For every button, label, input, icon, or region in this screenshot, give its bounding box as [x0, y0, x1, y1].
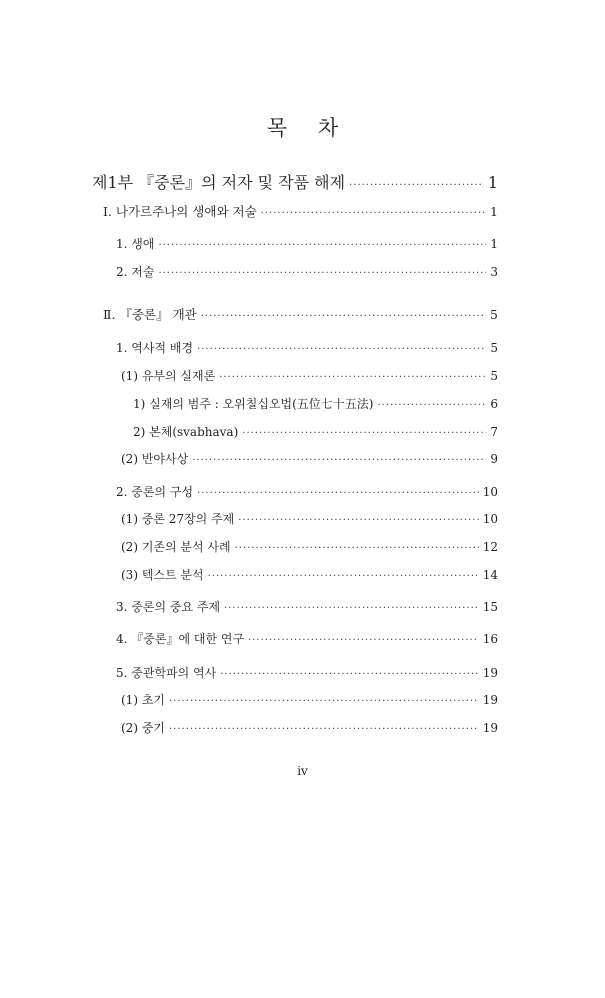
- toc-leader-dots: [220, 669, 478, 680]
- toc-entry-page: 16: [482, 632, 498, 646]
- toc-entry-page: 10: [482, 485, 498, 499]
- toc-entry-page: 9: [490, 452, 498, 466]
- toc-leader-dots: [248, 635, 479, 646]
- toc-leader-dots: [158, 268, 486, 279]
- toc-entry-label: (3) 텍스트 분석: [121, 568, 204, 582]
- toc-entry-page: 5: [490, 307, 498, 322]
- toc-entry-page: 19: [482, 721, 498, 735]
- toc-entry-label: (1) 유부의 실재론: [121, 369, 216, 383]
- page-title: 목 차: [266, 116, 351, 140]
- toc-entry-chapter[interactable]: [116, 263, 498, 280]
- toc-leader-dots: [208, 571, 479, 582]
- toc-leader-dots: [169, 696, 479, 707]
- toc-entry-page: 6: [490, 397, 498, 411]
- toc-entry-subsection[interactable]: [121, 450, 498, 467]
- toc-entry-subsection[interactable]: [121, 538, 498, 555]
- toc-entry-page: 3: [490, 265, 498, 279]
- toc-entry-item[interactable]: [133, 395, 498, 412]
- toc-entry-label: (1) 중론 27장의 주제: [121, 512, 235, 526]
- toc-entry-page: 12: [482, 540, 498, 554]
- toc-entry-label: 1. 생애: [116, 237, 155, 251]
- toc-entry-page: 5: [490, 369, 498, 383]
- toc-entry-subsection[interactable]: [121, 367, 498, 384]
- toc-entry-item[interactable]: [133, 423, 498, 440]
- toc-entry-subsection[interactable]: [121, 510, 498, 527]
- toc-entry-label: 제1부 『중론』의 저자 및 작품 해제: [92, 173, 346, 192]
- toc-entry-section-2[interactable]: [103, 305, 498, 323]
- toc-leader-dots: [197, 488, 479, 499]
- toc-leader-dots: [201, 311, 486, 322]
- toc-entry-chapter[interactable]: [116, 630, 498, 647]
- toc-entry-page: 19: [482, 666, 498, 680]
- toc-entry-label: 1) 실재의 범주 : 오위칠십오법(五位七十五法): [133, 397, 374, 411]
- toc-leader-dots: [219, 372, 486, 383]
- toc-leader-dots: [192, 455, 486, 466]
- toc-leader-dots: [238, 515, 478, 526]
- toc-leader-dots: [197, 344, 486, 355]
- toc-entry-label: 4. 『중론』에 대한 연구: [116, 632, 245, 646]
- toc-entry-label: Ⅱ. 『중론』 개관: [103, 307, 197, 322]
- toc-entry-subsection[interactable]: [121, 719, 498, 736]
- toc-entry-subsection[interactable]: [121, 566, 498, 583]
- toc-entry-label: 2. 중론의 구성: [116, 485, 194, 499]
- toc-entry-page: 10: [482, 512, 498, 526]
- toc-entry-label: 1. 역사적 배경: [116, 341, 194, 355]
- toc-entry-label: 5. 중관학파의 역사: [116, 666, 217, 680]
- toc-entry-page: 15: [482, 600, 498, 614]
- toc-entry-page: 1: [487, 173, 498, 192]
- toc-leader-dots: [378, 400, 487, 411]
- toc-entry-label: (2) 반야사상: [121, 452, 189, 466]
- toc-entry-chapter[interactable]: [116, 235, 498, 252]
- toc-entry-page: 19: [482, 693, 498, 707]
- toc-entry-page: 14: [482, 568, 498, 582]
- toc-entry-label: (2) 중기: [121, 721, 165, 735]
- toc-entry-chapter[interactable]: [116, 664, 498, 681]
- toc-entry-chapter[interactable]: [116, 483, 498, 500]
- toc-entry-chapter[interactable]: [116, 598, 498, 615]
- toc-entry-page: 1: [490, 237, 498, 251]
- toc-leader-dots: [158, 240, 486, 251]
- page-number: iv: [297, 764, 308, 778]
- toc-entry-label: 2. 저술: [116, 265, 155, 279]
- toc-entry-page: 5: [490, 341, 498, 355]
- toc-entry-label: 3. 중론의 중요 주제: [116, 600, 221, 614]
- toc-leader-dots: [224, 603, 479, 614]
- toc-leader-dots: [242, 428, 486, 439]
- toc-entry-chapter[interactable]: [116, 339, 498, 356]
- toc-leader-dots: [169, 724, 479, 735]
- toc-entry-page: 7: [490, 425, 498, 439]
- toc-entry-label: 2) 본체(svabhava): [133, 425, 239, 439]
- toc-entry-label: (2) 기존의 분석 사례: [121, 540, 231, 554]
- toc-leader-dots: [235, 543, 479, 554]
- toc-entry-part-1[interactable]: [92, 170, 498, 193]
- toc-entry-subsection[interactable]: [121, 691, 498, 708]
- toc-leader-dots: [349, 180, 484, 191]
- toc-entry-label: Ⅰ. 나가르주나의 생애와 저술: [103, 204, 257, 219]
- toc-leader-dots: [261, 208, 486, 219]
- toc-entry-section-1[interactable]: [103, 202, 498, 220]
- toc-entry-page: 1: [490, 204, 498, 219]
- toc-entry-label: (1) 초기: [121, 693, 165, 707]
